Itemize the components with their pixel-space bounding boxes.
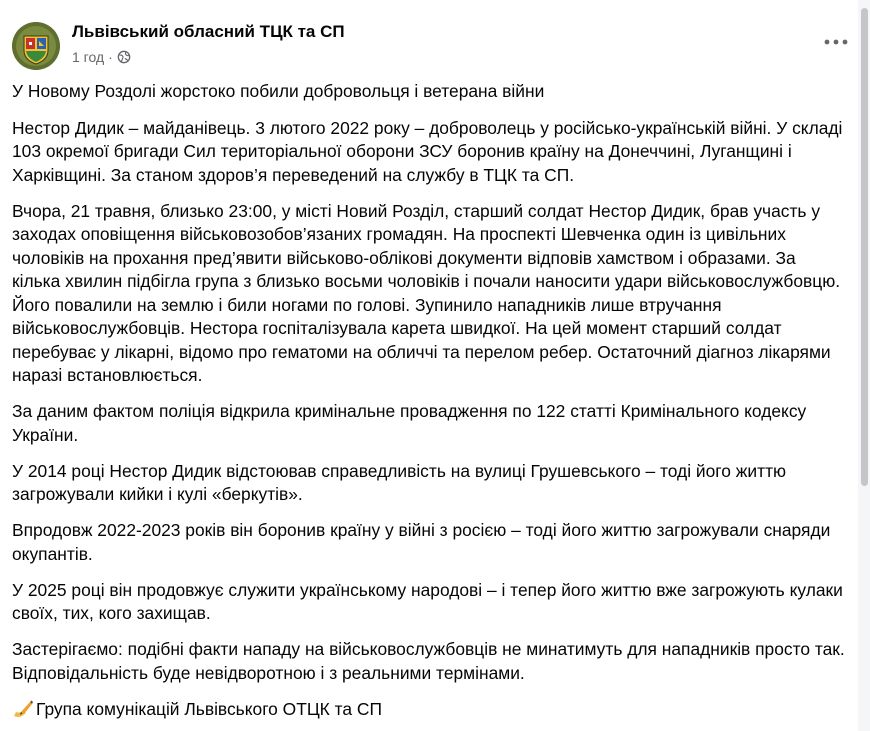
post-paragraph: Впродовж 2022-2023 років він боронив країну у війні з росією – тоді його життю загрожували снаряди окупантів. — [12, 520, 831, 564]
more-options-button[interactable] — [818, 30, 854, 54]
page-name[interactable]: Львівський обласний ТЦК та СП — [72, 22, 345, 41]
post-time[interactable]: 1 год — [72, 49, 105, 65]
scrollbar[interactable] — [858, 0, 870, 731]
post-paragraph: Вчора, 21 травня, близько 23:00, у місті Новий Розділ, старший солдат Нестор Дидик, брав участь у заходах оповіщення військовозобов’язаних громадян. На проспекті Шевченка один із цивільних чоловіків на прохання пред’явити військово-облікові документи відповів хамством і образами. За кілька хвилин підбігла група з близько восьми чоловіків і почали наносити удари військовослужбовцю. Його повалили на землю і били ногами по голові. Зупинило нападників лише втручання військовослужбовців. Нестора госпіталізувала карета швидкої. На цей момент старший солдат перебуває у лікарні, відомо про гематоми на обличчі та перелом ребер. Остаточний діагноз лікарями наразі встановлюється. — [12, 200, 841, 385]
post-headline: У Новому Роздолі жорстоко побили добровольця і ветерана війни — [12, 81, 545, 101]
globe-icon[interactable] — [117, 50, 131, 64]
post-meta — [72, 49, 131, 65]
post-paragraph: У 2025 році він продовжує служити українському народові – і тепер його життю вже загрожують кулаки своїх, тих, кого захищав. — [12, 579, 843, 623]
more-horizontal-icon — [824, 39, 848, 45]
page-avatar[interactable] — [12, 22, 60, 70]
post-header — [0, 0, 850, 80]
signature-text: Група комунікацій Львівського ОТЦК та СП — [36, 698, 382, 719]
post-paragraph: Нестор Дидик – майданівець. 3 лютого 2022 року – доброволець у російсько-українській війні. У складі 103 окремої бригади Сил територіальної оборони ЗСУ боронив країну на Донеччині, Луганщині і Харківщині. За станом здоров’я переведений на службу в ТЦК та СП. — [12, 117, 843, 185]
scrollbar-thumb[interactable] — [861, 8, 868, 486]
post-paragraph: За даним фактом поліція відкрила кримінальне провадження по 122 статті Кримінального кодексу України. — [12, 401, 807, 445]
post-signature — [12, 698, 848, 722]
post-body — [12, 80, 848, 731]
writing-hand-icon — [12, 699, 34, 719]
meta-separator: · — [108, 49, 113, 65]
post-paragraph: У 2014 році Нестор Дидик відстоював справедливість на вулиці Грушевського – тоді його життю загрожували кийки і кулі «беркутів». — [12, 460, 787, 504]
emblem-avatar-icon — [12, 22, 60, 70]
post-paragraph: Застерігаємо: подібні факти нападу на військовослужбовців не минатимуть для нападників просто так. Відповідальність буде невідворотною і з реальними термінами. — [12, 639, 845, 683]
